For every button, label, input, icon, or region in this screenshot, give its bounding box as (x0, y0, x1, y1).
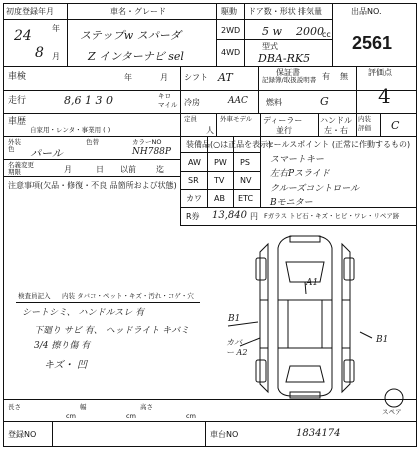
mile-unit: マイル (158, 101, 178, 109)
notes-title: 注意事項(欠品・修復・不良 品箇所および状態) (8, 181, 177, 190)
equip-sr: SR (188, 176, 199, 185)
displacement-label: 排気量 (298, 7, 322, 16)
width-cm: cm (126, 412, 136, 420)
import-label: 外車モデル (220, 115, 253, 123)
drive-label: 駆動 (221, 7, 237, 16)
color-change-label: 色替 (86, 138, 99, 146)
width-label: 幅 (80, 403, 87, 411)
reg-year: 24 (14, 28, 32, 44)
equip-tv: TV (214, 176, 225, 185)
color-code: NH788P (132, 147, 171, 157)
mileage-value: 8,6 1 3 0 (64, 94, 113, 107)
damage-mark-a1: A1 (306, 278, 319, 288)
ac-value: AAC (228, 96, 248, 106)
damage-mark-b1-left: B1 (228, 314, 241, 324)
warranty-no: 無 (340, 72, 348, 81)
model-label: 型式 (262, 42, 278, 51)
before-value: 迄 (156, 165, 164, 174)
damage-mark-a2: カバー A2 (226, 338, 248, 357)
selling-title: セールスポイント (正常に作動するもの) (266, 140, 411, 149)
reg-no-label: 登録NO (8, 430, 37, 439)
note-line-2: 下廻り サビ 有、 ヘッドライト キバミ (34, 326, 190, 336)
handle-value: 左・右 (324, 126, 348, 135)
ext-label: 外装 (8, 138, 21, 146)
name-change-label: 名義変更 (8, 161, 34, 169)
selling-point-3: クルーズコントロール (270, 184, 360, 194)
color-code-label: カラーNO (132, 138, 162, 146)
name-grade-label: 車名・グレード (110, 7, 166, 16)
displacement-value: 2000 (296, 25, 324, 38)
lot-no-label: 出品NO. (351, 7, 382, 16)
spare-label: スペア (382, 408, 402, 416)
grade: Z インターナビ sel (88, 50, 184, 63)
interior-sub: 評価 (358, 124, 371, 132)
doors-shape-label: ドア数・形状 (248, 7, 296, 16)
deadline-day: 日 (96, 165, 104, 174)
dealer-label: ディーラー (263, 116, 303, 125)
equip-ps: PS (240, 158, 250, 167)
before-label: 以前 (120, 165, 136, 174)
selling-point-1: スマートキー (270, 155, 324, 165)
reg-month: 8 (35, 45, 44, 61)
score-label: 評価点 (368, 68, 392, 77)
equip-etc: ETC (238, 194, 254, 203)
history-options: 自家用・レンタ・事業用 ( ) (30, 126, 111, 134)
shift-label: シフト (184, 73, 208, 82)
capacity-unit: 人 (206, 126, 214, 135)
selling-point-2: 左右Pスライド (270, 169, 330, 179)
equip-nv: NV (240, 176, 252, 185)
note-line-3: 3/4 擦り傷 有 (34, 341, 91, 351)
drive-4wd: 4WD (221, 48, 241, 57)
selling-point-4: Bモニター (270, 198, 313, 208)
capacity-label: 定員 (184, 115, 197, 123)
height-label: 高さ (140, 403, 153, 411)
fuel-label: 燃料 (266, 98, 282, 107)
drive-2wd: 2WD (221, 26, 241, 35)
deadline-month: 月 (64, 165, 72, 174)
cc-unit: cc (322, 30, 331, 39)
dealer-value: 並行 (276, 126, 292, 135)
warranty-yes: 有 (322, 72, 330, 81)
inspector-label: 検査員記入 (18, 292, 51, 300)
handle-label: ハンドル (320, 116, 352, 125)
equip-ab: AB (214, 194, 225, 203)
deadline-label: 期限 (8, 168, 21, 176)
yen-unit: 円 (250, 212, 258, 221)
model-value: DBA-RK5 (258, 52, 311, 65)
fuel-value: G (320, 95, 329, 108)
inspector-options: 内装 タバコ・ペット・キズ・汚れ・コゲ・穴 (62, 292, 194, 300)
recycle-value: 13,840 (212, 210, 247, 221)
interior-score: C (391, 119, 400, 132)
color-value: パール (30, 147, 63, 160)
mileage-label: 走行 (8, 96, 27, 106)
month-unit: 月 (52, 52, 60, 61)
equip-aw: AW (188, 158, 201, 167)
note-line-4: キズ・ 凹 (44, 360, 87, 371)
equipment-title: 装備品(○は正品を表示) (186, 140, 272, 149)
interior-label: 内装 (358, 115, 371, 123)
doors-value: 5 w (262, 25, 282, 38)
car-name: ステップw スパーダ (80, 29, 181, 42)
history-label: 車歴 (8, 117, 27, 127)
insp-month: 月 (160, 73, 168, 82)
note-line-1: シートシミ、 ハンドルスレ 有 (22, 308, 145, 318)
chassis-no-label: 車台NO (210, 430, 239, 439)
recycle-label: R券 (186, 212, 200, 221)
chassis-no: 1834174 (296, 428, 341, 439)
glass-line: Fガラス トビ石・キズ・ヒビ・ワレ・リペア跡 (264, 212, 400, 220)
ext-sub: 色 (8, 145, 15, 153)
equip-pw: PW (214, 158, 227, 167)
equip-leather: カワ (186, 194, 202, 203)
length-cm: cm (66, 412, 76, 420)
inspection-label: 車検 (8, 72, 27, 82)
year-unit: 年 (52, 24, 60, 33)
height-cm: cm (186, 412, 196, 420)
first-reg-label: 初度登録年月 (6, 7, 54, 16)
warranty-label: 保証書 (276, 68, 300, 77)
length-label: 長さ (8, 403, 21, 411)
shift-value: AT (218, 71, 233, 84)
damage-mark-b1-right: B1 (376, 335, 389, 345)
ac-label: 冷房 (184, 98, 200, 107)
score-value: 4 (378, 84, 391, 108)
warranty-sub: 記録簿/取扱説明書 (262, 76, 317, 84)
insp-year: 年 (124, 73, 132, 82)
km-unit: キロ (158, 92, 171, 100)
lot-number: 2561 (352, 33, 393, 53)
